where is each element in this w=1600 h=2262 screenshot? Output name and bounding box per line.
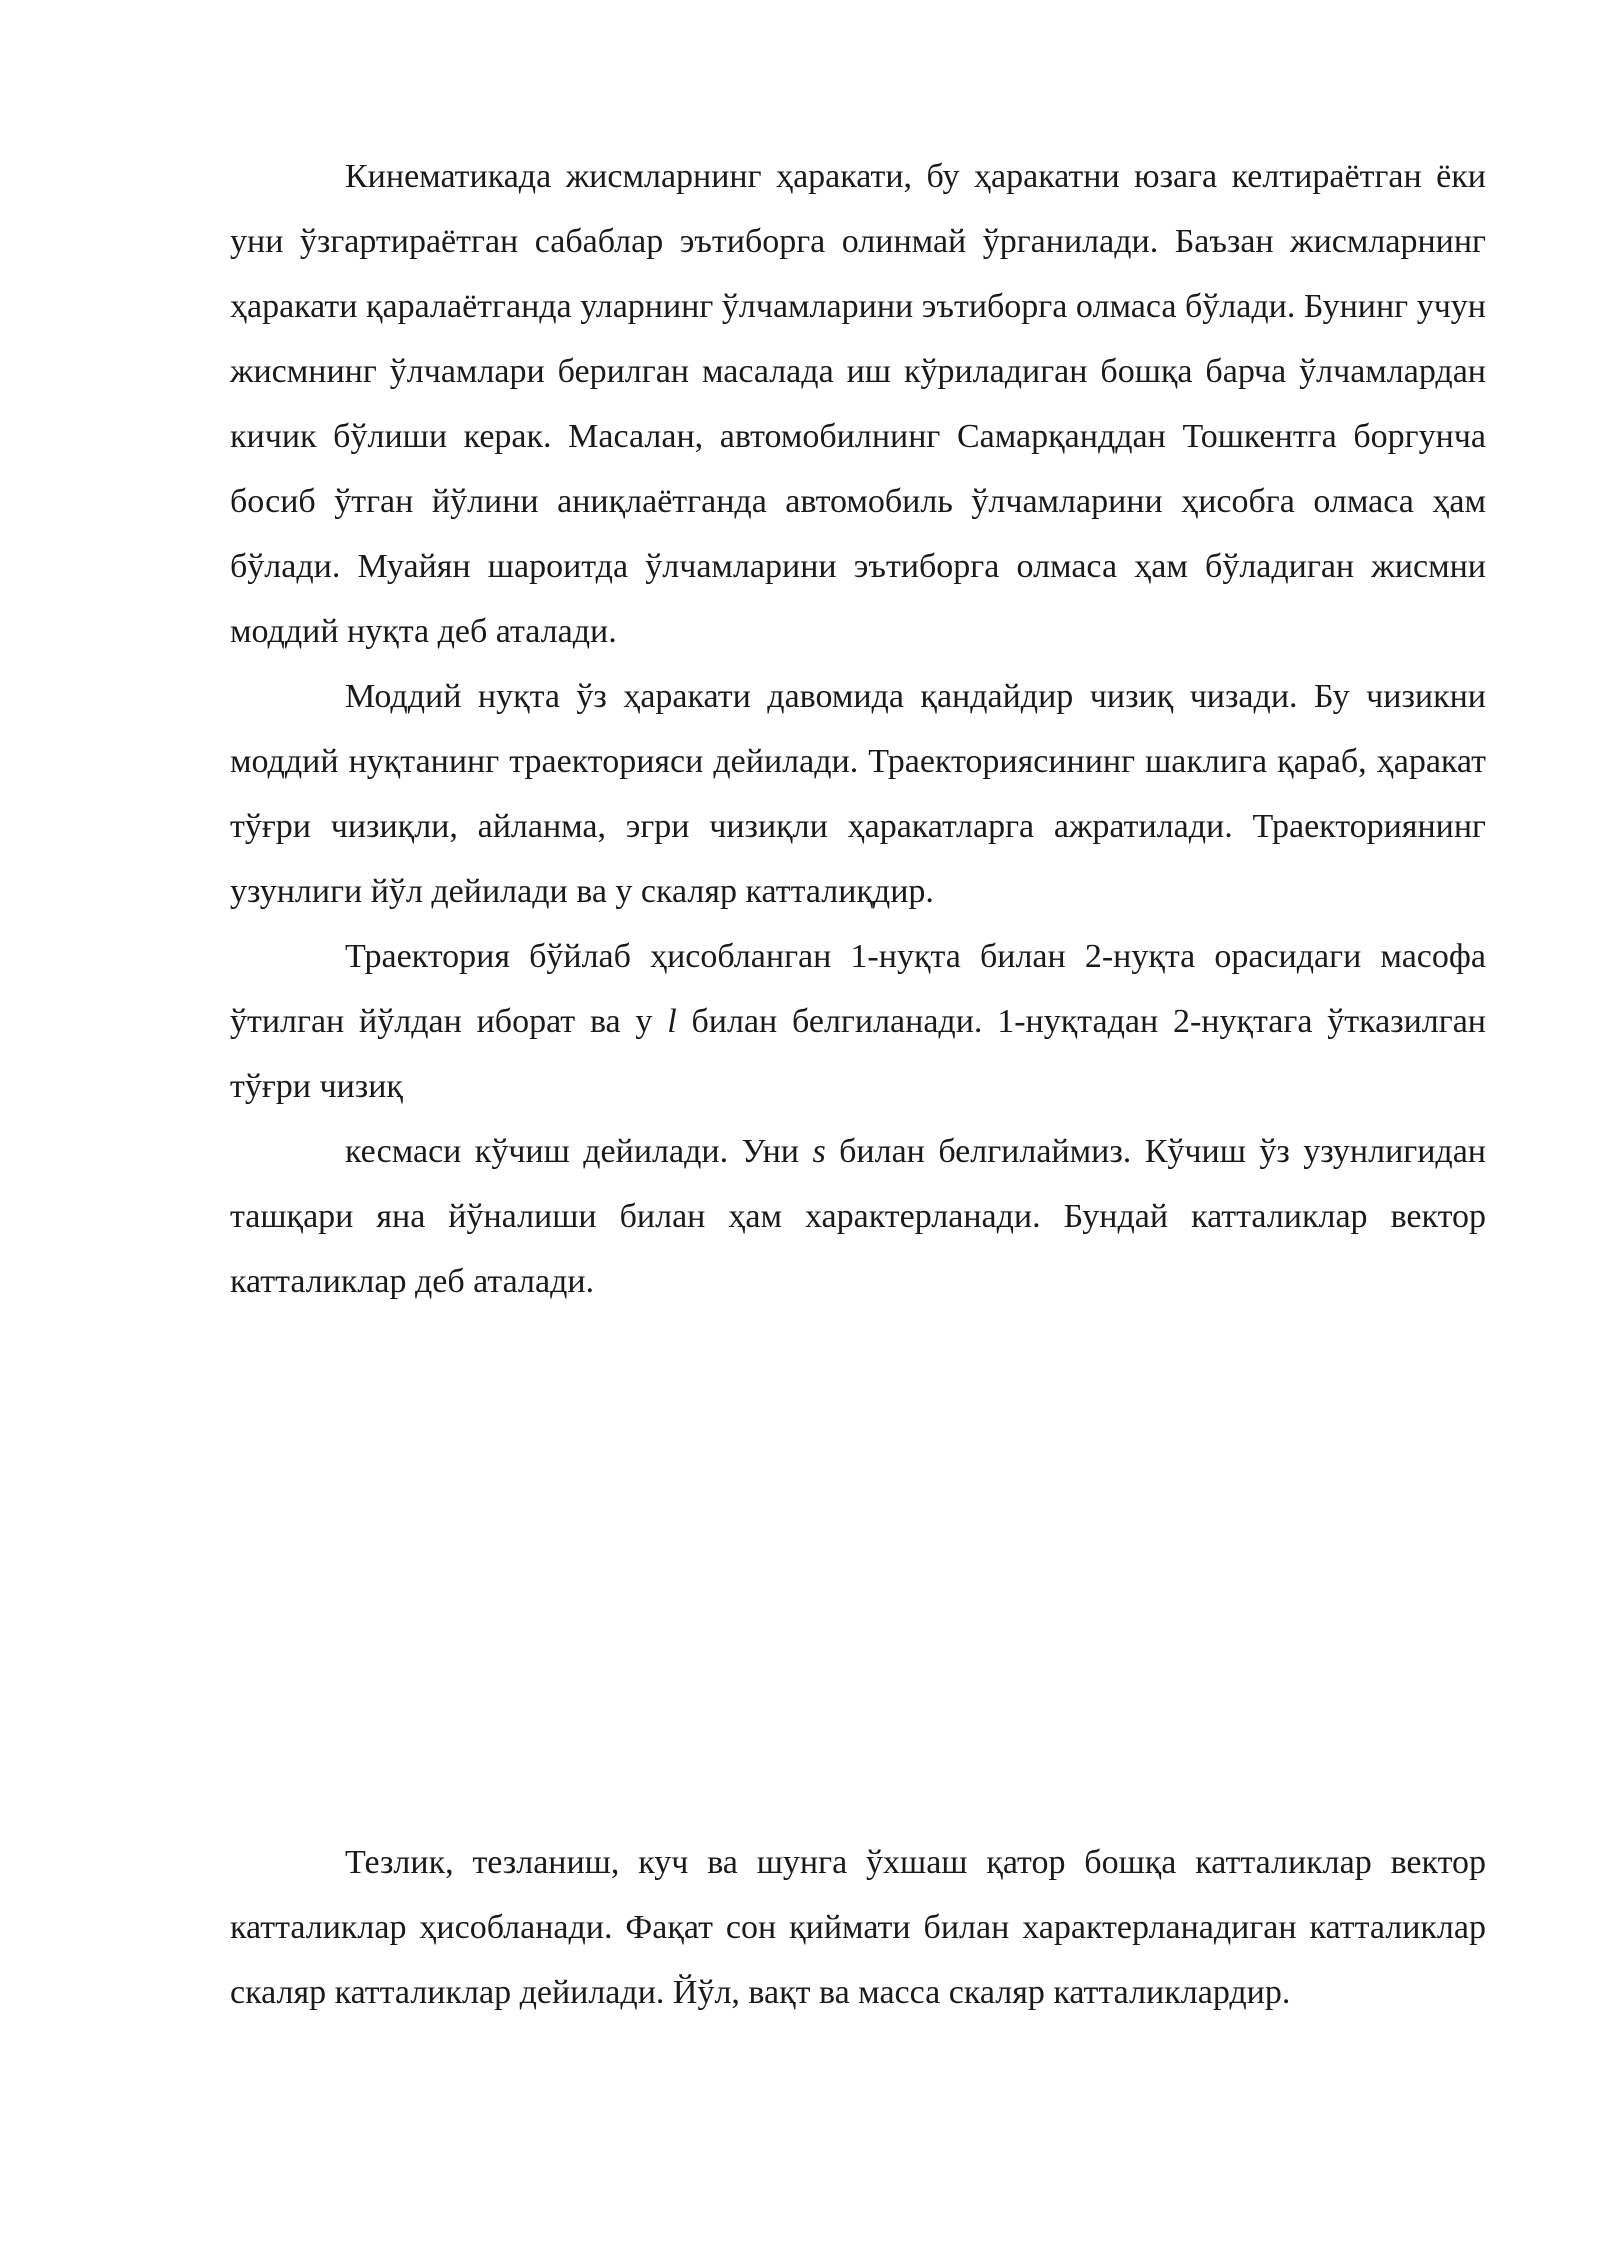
displacement-symbol-s: s [812, 1133, 826, 1170]
paragraph-path-length [230, 924, 1486, 1119]
path-text-before: Траектория бўйлаб ҳисобланган 1-нуқта билан 2-нуқта орасидаги масофа ўтилган йўлдан иборат ва у [230, 938, 1486, 1040]
displacement-text-before: кесмаси кўчиш дейилади. Уни [345, 1133, 813, 1170]
paragraph-trajectory: Моддий нуқта ўз ҳаракати давомида қандайдир чизиқ чизади. Бу чизикни моддий нуқтанинг траекторияси дейилади. Траекториясининг шаклига қараб, ҳаракат тўғри чизиқли, айланма, эгри чизиқли ҳаракатларга ажратилади. Траекториянинг узунлиги йўл дейилади ва у скаляр катталиқдир. [230, 678, 1486, 910]
text-block-top [230, 144, 1486, 1314]
path-symbol-l: l [667, 1003, 677, 1040]
displacement-text-after: билан белгилаймиз. Кўчиш ўз узунлигидан ташқари яна йўналиши билан ҳам характерланади. Бундай катталиклар вектор катталиклар деб аталади. [230, 1133, 1486, 1300]
paragraph-vectors-scalars: Тезлик, тезланиш, куч ва шунга ўхшаш қатор бошқа катталиклар вектор катталиклар ҳисобланади. Фақат сон қиймати билан характерланадиган катталиклар скаляр катталиклар дейилади. Йўл, вақт ва масса скаляр катталиклардир. [230, 1844, 1486, 2011]
text-block-bottom [230, 1830, 1486, 2025]
paragraph-kinematics: Кинематикада жисмларнинг ҳаракати, бу ҳаракатни юзага келтираётган ёки уни ўзгартираётган сабаблар эътиборга олинмай ўрганилади. Баъзан жисмларнинг ҳаракати қаралаётганда уларнинг ўлчамларини эътиборга олмаса бўлади. Бунинг учун жисмнинг ўлчамлари берилган масалада иш кўриладиган бошқа барча ўлчамлардан кичик бўлиши керак. Масалан, автомобилнинг Самарқанддан Тошкентга боргунча босиб ўтган йўлини аниқлаётганда автомобиль ўлчамларини ҳисобга олмаса ҳам бўлади. Муайян шароитда ўлчамларини эътиборга олмаса ҳам бўладиган жисмни моддий нуқта деб аталади. [230, 158, 1486, 650]
paragraph-displacement [230, 1119, 1486, 1314]
path-text-after: билан белгиланади. 1-нуқтадан 2-нуқтага ўтказилган тўғри чизиқ [230, 1003, 1486, 1105]
